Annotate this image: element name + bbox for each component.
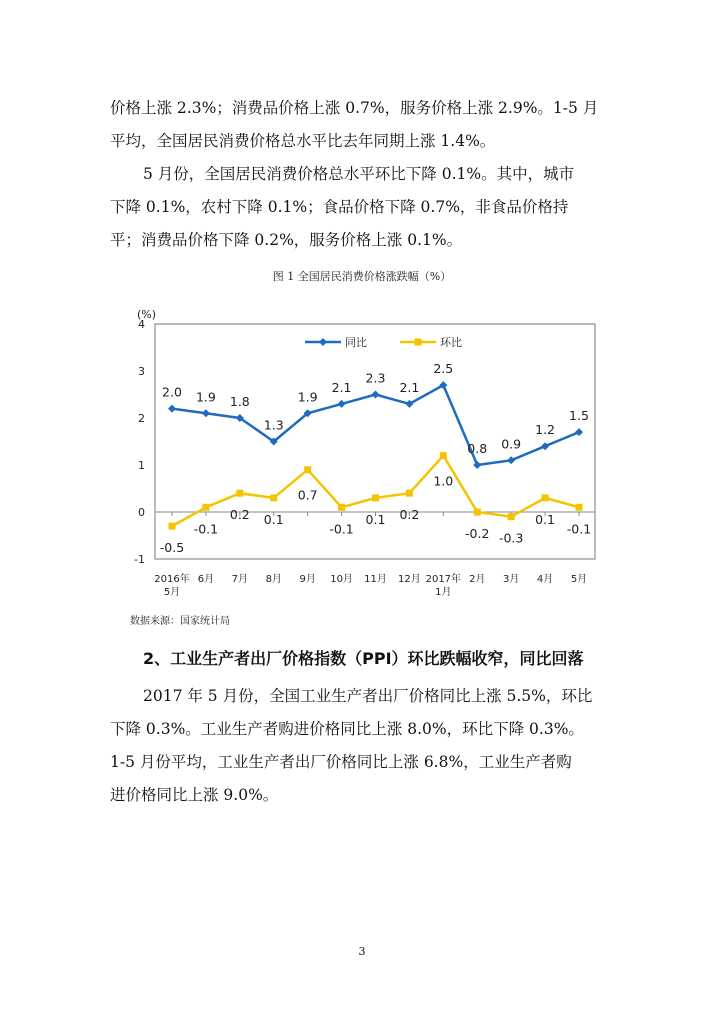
y-tick-label: 4 [138,318,145,331]
data-label: 0.1 [365,511,386,527]
data-point [168,405,176,413]
data-label: 1.5 [569,408,589,424]
data-label: -0.2 [465,526,490,541]
data-point [508,513,515,520]
data-point [236,490,243,497]
text-line: 5 月份，全国居民消费价格总水平环比下降 0.1%。其中，城市 [143,165,575,183]
data-point [338,400,346,408]
data-point [440,452,447,459]
text-line: 下降 0.3%。工业生产者购进价格同比上涨 8.0%，环比下降 0.3%。 [110,720,584,738]
figure-title: 图 1 全国居民消费价格涨跌幅（%） [272,270,452,283]
legend-marker [415,339,422,346]
data-label: 2.5 [433,361,454,377]
x-tick-label: 5月 [163,587,181,598]
data-label: 0.2 [229,507,250,523]
data-point [304,466,311,473]
text-line: 价格上涨 2.3%；消费品价格上涨 0.7%，服务价格上涨 2.9%。1-5 月 [110,99,599,117]
data-point [542,494,549,501]
cpi-line-chart [125,306,605,606]
data-label: -0.1 [329,521,354,537]
data-label: -0.1 [193,521,219,537]
data-label: 1.2 [535,422,556,438]
data-point [575,428,583,436]
x-tick-label: 2月 [469,574,486,585]
x-tick-label: 5月 [570,574,588,585]
y-tick-label: 2 [138,412,145,425]
text-line: 平；消费品价格下降 0.2%，服务价格上涨 0.1%。 [110,231,463,249]
x-tick-label: 8月 [265,574,282,585]
data-label: -0.5 [159,540,185,556]
data-point [541,442,549,450]
y-tick-label: 1 [138,459,145,472]
data-point [406,490,413,497]
data-label: 2.1 [399,379,420,395]
data-label: 1.9 [297,389,318,405]
paragraph-cpi-summary [110,92,615,158]
data-point [372,391,380,399]
data-label: 0.1 [535,511,556,527]
data-source-note: 数据来源：国家统计局 [130,616,230,627]
x-tick-label: 7月 [231,574,249,585]
x-tick-label: 12月 [398,574,421,585]
y-tick-label: -1 [134,553,145,566]
section-title: 2、工业生产者出厂价格指数（PPI）环比跌幅收窄，同比回落 [143,649,584,668]
legend-label: 环比 [440,336,462,349]
text-line: 下降 0.1%，农村下降 0.1%；食品价格下降 0.7%，非食品价格持 [110,198,569,216]
x-tick-label: 3月 [502,574,520,585]
data-point [507,456,515,464]
data-point [202,409,210,417]
legend-label: 同比 [345,336,367,349]
data-label: 0.8 [467,441,488,456]
data-label: 1.3 [263,417,284,433]
data-point [169,523,176,530]
data-point [473,461,481,469]
data-label: 1.9 [195,389,216,405]
data-label: 2.0 [162,384,182,400]
x-tick-label: 4月 [536,574,554,585]
x-tick-label: 2016年 [154,574,190,585]
legend-marker [319,338,327,346]
data-point [202,504,209,511]
x-tick-label: 6月 [197,574,215,585]
data-point [474,509,481,516]
data-label: -0.1 [566,521,592,537]
data-label: 0.9 [501,436,522,452]
data-label: 0.2 [399,507,420,523]
data-label: 0.7 [297,487,318,503]
data-label: 0.1 [263,511,284,527]
paragraph-cpi-monthly [110,158,615,257]
data-point [576,504,583,511]
paragraph-ppi [110,680,615,812]
y-tick-label: 3 [138,365,145,378]
y-axis-unit: (%) [137,308,157,321]
data-label: -0.3 [498,530,524,546]
data-point [372,494,379,501]
data-point [338,504,345,511]
data-label: 2.3 [365,370,386,386]
x-tick-label: 1月 [435,587,452,598]
text-line: 进价格同比上涨 9.0%。 [110,786,279,804]
x-tick-label: 10月 [330,574,353,585]
text-line: 平均，全国居民消费价格总水平比去年同期上涨 1.4%。 [110,132,496,150]
x-tick-label: 9月 [299,574,316,585]
data-point [270,494,277,501]
text-line: 2017 年 5 月份，全国工业生产者出厂价格同比上涨 5.5%，环比 [143,687,593,705]
data-label: 2.1 [331,379,352,395]
x-tick-label: 2017年 [425,574,462,585]
y-tick-label: 0 [138,506,145,519]
x-tick-label: 11月 [364,574,387,585]
data-label: 1.8 [229,394,250,409]
page-number: 3 [358,945,366,958]
data-label: 1.0 [433,473,454,489]
text-line: 1-5 月份平均，工业生产者出厂价格同比上涨 6.8%，工业生产者购 [110,753,572,771]
